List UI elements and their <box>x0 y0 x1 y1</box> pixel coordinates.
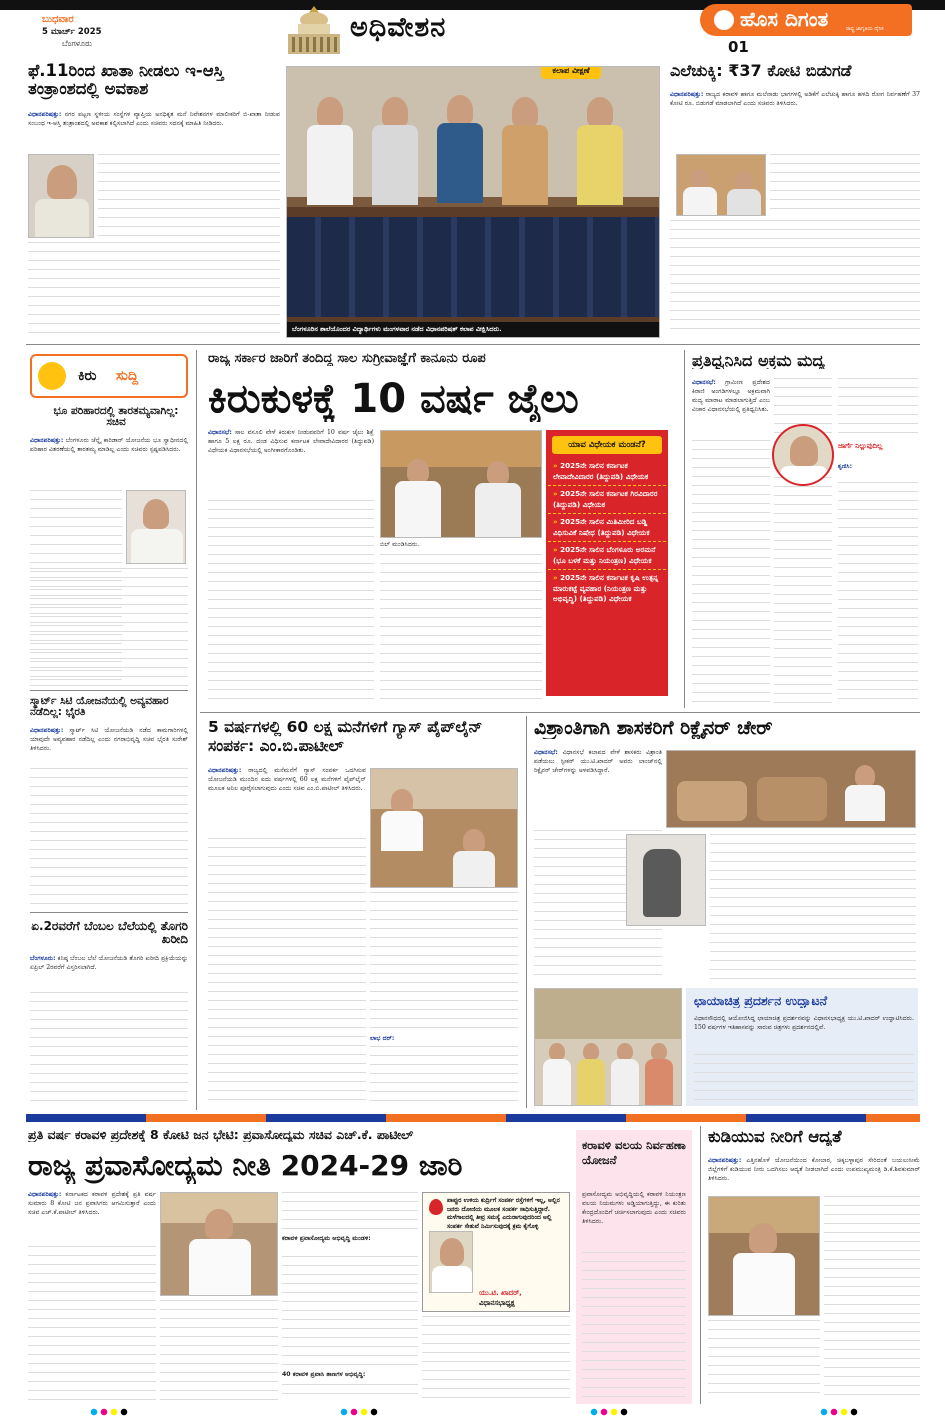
story-akrama-madya <box>690 350 920 708</box>
quote-by: ಕೃಣಿಸಿ: <box>838 463 853 470</box>
byline: ವಿಧಾನಸಭೆ: <box>692 379 716 386</box>
lead-text: ರಾಜ್ಯದಲ್ಲಿ ಮನೆಮನೆಗೆ ಗ್ಯಾಸ್ ಸಂಪರ್ಕ ಒದಗಿಸುವ ಯೋಜನೆಯಡಿ ಮುಂದಿನ ಐದು ವರ್ಷಗಳಲ್ಲಿ 60 ಲಕ್ಷ ಮನೆಗಳಿಗೆ ಪೈಪ್‌ಲೈನ್ ಮೂಲಕ ಅನಿಲ ಪೂರೈಸಲಾಗುವುದು ಎಂದು ಸಚಿವ ಎಂ.ಬಿ.ಪಾಟೀಲ್ ತಿಳಿಸಿದರು. <box>208 767 366 792</box>
bill-item: » 2025ನೇ ಸಾಲಿನ ಬೆಂಗಳೂರು ಅರಮನೆ (ಭೂ ಬಳಕೆ ಮತ್ತು ನಿಯಂತ್ರಣ) ವಿಧೇಯಕ <box>548 542 666 570</box>
sub-head: ಲಾಭ ದರ್: <box>370 1035 395 1042</box>
lead-text: ಎತ್ತಿನಹೊಳೆ ಯೋಜನೆಯಿಂದ ಕೋಲಾರ, ಚಿಕ್ಕಬಳ್ಳಾಪುರ ಸೇರಿದಂತೆ ಬಯಲುಸೀಮೆ ಜಿಲ್ಲೆಗಳಿಗೆ ಕುಡಿಯುವ ನೀರು ಒದಗಿಸಲು ಆದ್ಯತೆ ನೀಡಲಾಗಿದೆ ಎಂದು ಉಪಮುಖ್ಯಮಂತ್ರಿ ಡಿ.ಕೆ.ಶಿವಕುಮಾರ್ ತಿಳಿಸಿದರು. <box>708 1157 920 1182</box>
print-registration-marks <box>820 1408 860 1416</box>
brand-a: ಕಿರು <box>78 368 97 384</box>
story-coastal-zone <box>576 1130 692 1404</box>
recliner-chair-photo <box>626 834 706 926</box>
headline: ಛಾಯಾಚಿತ್ರ ಪ್ರದರ್ಶನ ಉದ್ಘಾಟನೆ <box>694 994 828 1008</box>
byline: ವಿಧಾನಪರಿಷತ್ತು: <box>670 91 704 98</box>
lead-text: ಗ್ರಾಮೀಣ ಪ್ರದೇಶದ ಕಿರಾಣಿ ಅಂಗಡಿಗಳಲ್ಲೂ ಅಕ್ರಮವಾಗಿ ಮದ್ಯ ಮಾರಾಟ ಮಾಡಲಾಗುತ್ತಿದೆ ಎಂಬ ವಿಚಾರ ವಿಧಾನಸಭೆಯಲ್ಲಿ ಪ್ರತಿಧ್ವನಿಸಿತು. <box>692 379 770 413</box>
day-label: ಬುಧವಾರ <box>42 14 74 25</box>
story-elechukki <box>670 62 920 340</box>
kiru-headline-1: ಭೂ ಪರಿಹಾರದಲ್ಲಿ ತಾರತಮ್ಯವಾಗಿಲ್ಲ: ಸಚಿವ <box>53 406 179 429</box>
speaker-role: ವಿಧಾನಸಭಾಧ್ಯಕ್ಷ <box>479 1299 515 1307</box>
assembly-photo <box>676 154 766 216</box>
headline: ಕುಡಿಯುವ ನೀರಿಗೆ ಆದ್ಯತೆ <box>708 1128 842 1146</box>
byline: ಬೆಂಗಳೂರು: <box>30 955 56 962</box>
headline: ವಿಶ್ರಾಂತಿಗಾಗಿ ಶಾಸಕರಿಗೆ ರಿಕ್ಲೈನರ್ ಚೇರ್ <box>534 718 773 739</box>
lead-text: ಕನಿಷ್ಠ ಬೆಂಬಲ ಬೆಲೆ ಯೋಜನೆಯಡಿ ತೊಗರಿ ಖರೀದಿ ಪ್ರಕ್ರಿಯೆಯನ್ನು ಏಪ್ರಿಲ್ 2ರವರೆಗೆ ವಿಸ್ತರಿಸಲಾಗಿದೆ. <box>30 955 188 971</box>
minister-photo <box>772 424 834 486</box>
masthead <box>0 0 945 58</box>
byline: ವಿಧಾನಪರಿಷತ್ತು: <box>708 1157 742 1164</box>
assembly-photo <box>380 430 542 538</box>
lead-text: ನಗರ ಪಟ್ಟಣ ಸ್ಥಳೀಯ ಸಂಸ್ಥೆಗಳ ವ್ಯಾಪ್ತಿಯ ಅನಧಿಕೃತ ಮನೆ ನಿವೇಶನಗಳ ಮಾಲೀಕರಿಗೆ ಬಿ-ಖಾತಾ ನೀಡುವ ಸಂಬಂಧ ಇ-ಆಸ್ತಿ ತಂತ್ರಾಂಶದಲ್ಲಿ ಅವಕಾಶ ಕಲ್ಪಿಸಲಾಗಿದೆ ಎಂದು ಸಚಿವರು ಸದನಕ್ಕೆ ಮಾಹಿತಿ ನೀಡಿದರು. <box>28 111 280 127</box>
print-registration-marks <box>90 1408 130 1416</box>
photo-caption: ಬೆಂಗಳೂರಿನ ಶಾಲೆಯೊಂದರ ವಿದ್ಯಾರ್ಥಿಗಳು ಮಂಗಳವಾರ ನಡೆದ ವಿಧಾನಪರಿಷತ್ ಕಲಾಪ ವೀಕ್ಷಿಸಿದರು. <box>287 322 660 337</box>
brand-b: ಸುದ್ದಿ <box>116 368 139 384</box>
print-registration-marks <box>590 1408 630 1416</box>
byline: ವಿಧಾನಪರಿಷತ್ತು: <box>30 727 64 734</box>
vidhana-soudha-icon <box>284 2 344 54</box>
lead-text: ಸ್ಮಾರ್ಟ್ ಸಿಟಿ ಯೋಜನೆಯಡಿ ನಡೆದ ಕಾಮಗಾರಿಗಳಲ್ಲಿ ಯಾವುದೇ ಅವ್ಯವಹಾರ ನಡೆದಿಲ್ಲ ಎಂದು ನಗರಾಭಿವೃದ್ಧಿ ಸಚಿವ ಭೈರತಿ ಸುರೇಶ್ ತಿಳಿಸಿದರು. <box>30 727 188 752</box>
date-block <box>42 14 142 54</box>
minister-photo <box>160 1192 278 1296</box>
photo-kalapa-vikshane <box>286 66 660 338</box>
byline: ವಿಧಾನಪರಿಷತ್ತು: <box>30 437 64 444</box>
story-e-aasthi <box>28 62 280 342</box>
bill-item: » 2025ನೇ ಸಾಲಿನ ಕರ್ನಾಟಕ ಕೃಷಿ ಉತ್ಪನ್ನ ಮಾರುಕಟ್ಟೆ ವ್ಯವಹಾರ (ನಿಯಂತ್ರಣ ಮತ್ತು ಅಭಿವೃದ್ಧಿ) (ತಿದ್ದುಪಡಿ) ವಿಧೇಯಕ <box>553 573 659 603</box>
kiru-suddi-column <box>26 350 192 1110</box>
kicker: ಪ್ರತಿ ವರ್ಷ ಕರಾವಳಿ ಪ್ರದೇಶಕ್ಕೆ 8 ಕೋಟಿ ಜನ ಭೇಟಿ: ಪ್ರವಾಸೋದ್ಯಮ ಸಚಿವ ಎಚ್.ಕೆ. ಪಾಟೀಲ್ <box>28 1128 414 1142</box>
headline: ಕಿರುಕುಳಕ್ಕೆ 10 ವರ್ಷ ಜೈಲು <box>208 376 579 422</box>
lead-text: ರಾಜ್ಯದ ಕರಾವಳಿ ಹಾಗೂ ಮಲೆನಾಡು ಭಾಗಗಳಲ್ಲಿ ಅಡಿಕೆಗೆ ಎಲೆಚುಕ್ಕಿ ಹಾಗೂ ಹಳದಿ ರೋಗ ನಿರ್ವಹಣೆಗೆ 37 ಕೋಟಿ ರೂ. ಬಿಡುಗಡೆ ಮಾಡಲಾಗಿದೆ ಎಂದು ಸಚಿವರು ತಿಳಿಸಿದರು. <box>670 91 920 107</box>
section-title: ಅಧಿವೇಶನ <box>350 12 447 43</box>
section-divider <box>26 1114 920 1122</box>
minister-photo <box>28 154 94 238</box>
byline: ವಿಧಾನಪರಿಷತ್ತು: <box>28 1191 62 1198</box>
story-photo-exhibition <box>530 986 920 1108</box>
date-label: 5 ಮಾರ್ಚ್ 2025 <box>42 27 102 37</box>
kiru-headline-3: ಏ.2ರವರೆಗೆ ಬೆಂಬಲ ಬೆಲೆಯಲ್ಲಿ ತೊಗರಿ ಖರೀದಿ <box>31 920 188 946</box>
story-drinking-water <box>706 1126 920 1404</box>
lead-text: ಕರ್ನಾಟಕದ ಕರಾವಳಿ ಪ್ರದೇಶಕ್ಕೆ ಪ್ರತಿ ವರ್ಷ ಸುಮಾರು 8 ಕೋಟಿ ಜನ ಪ್ರವಾಸಿಗರು ಆಗಮಿಸುತ್ತಾರೆ ಎಂದು ಸಚಿವ ಎಚ್.ಕೆ.ಪಾಟೀಲ್ ತಿಳಿಸಿದರು. <box>28 1191 156 1216</box>
headline: ಪ್ರತಿಧ್ವನಿಸಿದ ಅಕ್ರಮ ಮದ್ಯ <box>692 352 825 370</box>
speaker-name: ಯು.ಟಿ. ಖಾದರ್, <box>479 1289 522 1297</box>
quote-text: ಪಾಪ್ಪುರ ಉಳಿಯ ಕುರ್ದ್ರಿಗೆ ಸಂಪರ್ಕ ರಸ್ತೆಗಳಿಗೆ ಇಲ್ಲ, ಅಲ್ಲಿನ ಜನರು ದೋಣಿಯ ಮೂಲಕ ಸಂಪರ್ಕ ಸಾಧಿಸುತ್ತಿದ್ದಾರೆ. ಮಳೆಗಾಲದಲ್ಲಿ ತೀವ್ರ ಸಮಸ್ಯೆ ಎದುರಾಗುವುದರಿಂದ ಅಲ್ಲಿ ಸಂಪರ್ಕ ಸೇತುವೆ ನಿರ್ಮಿಸುವುದಕ್ಕೆ ಕ್ರಮ ಕೈಗೊಳ್ಳಿ <box>447 1197 560 1230</box>
sun-logo-icon <box>714 10 734 30</box>
story-gas-pipeline <box>202 716 522 1108</box>
sub-head-1: ಕರಾವಳಿ ಪ್ರವಾಸೋದ್ಯಮ ಅಭಿವೃದ್ಧಿ ಮಂಡಳಿ: <box>282 1235 371 1242</box>
brand-name: ಹೊಸ ದಿಗಂತ <box>740 7 829 31</box>
speaker-photo <box>429 1231 473 1293</box>
story-tourism-policy <box>26 1126 574 1404</box>
page-number: 01 <box>728 38 749 56</box>
kiru-suddi-banner <box>30 354 188 398</box>
megaphone-icon <box>38 362 66 390</box>
headline: ರಾಜ್ಯ ಪ್ರವಾಸೋದ್ಯಮ ನೀತಿ 2024-29 ಜಾರಿ <box>28 1149 463 1182</box>
lead-text: ಪ್ರವಾಸೋದ್ಯಮ ಅಭಿವೃದ್ಧಿಯಲ್ಲಿ ಕರಾವಳಿ ನಿಯಂತ್ರಣ ವಲಯ ನಿಯಮಗಳು ಅಡ್ಡಿಯಾಗುತ್ತಿದ್ದು, ಈ ಕುರಿತು ಕೇಂದ್ರದೊಂದಿಗೆ ಚರ್ಚಿಸಲಾಗುವುದು ಎಂದು ಸಚಿವರು ತಿಳಿಸಿದರು. <box>582 1191 686 1225</box>
bill-item: » 2025ನೇ ಸಾಲಿನ ಕರ್ನಾಟಕ ಲೇವಾದೇವಿದಾರರ (ತಿದ್ದುಪಡಿ) ವಿಧೇಯಕ <box>548 458 666 486</box>
exhibition-panel <box>686 988 918 1106</box>
bill-list-box <box>546 430 668 696</box>
bill-item: » 2025ನೇ ಸಾಲಿನ ಕರ್ನಾಟಕ ಗಿರವಿದಾರರ (ತಿದ್ದುಪಡಿ) ವಿಧೇಯಕ <box>548 486 666 514</box>
dcm-photo <box>708 1196 820 1316</box>
sub-head-2: 40 ಕರಾವಳಿ ಪ್ರವಾಸಿ ತಾಣಗಳ ಅಭಿವೃದ್ಧಿ: <box>282 1371 366 1378</box>
byline: ವಿಧಾನಪರಿಷತ್ತು: <box>208 767 242 774</box>
city-label: ಬೆಂಗಳೂರು <box>62 39 92 48</box>
quote-label: ಜಾರ್ಗೆ ನಿಲ್ಲುವುದಿಲ್ಲ <box>838 442 883 450</box>
lead-text: ವಿಧಾನಸೌಧದಲ್ಲಿ ಆಯೋಜಿಸಿದ್ದ ಛಾಯಾಚಿತ್ರ ಪ್ರದರ್ಶನವನ್ನು ವಿಧಾನಸಭಾಧ್ಯಕ್ಷ ಯು.ಟಿ.ಖಾದರ್ ಉದ್ಘಾಟಿಸಿದರು. 150 ವರ್ಷಗಳ ಇತಿಹಾಸವನ್ನು ಸಾರುವ ಚಿತ್ರಗಳು ಪ್ರದರ್ಶನದಲ್ಲಿವೆ. <box>694 1015 914 1031</box>
brand-banner <box>700 4 912 36</box>
brand-tagline: ರಾಷ್ಟ್ರ ಜಾಗೃತಿಯ ದೈನಿಕ <box>846 26 884 32</box>
kiru-headline-2: ಸ್ಮಾರ್ಟ್ ಸಿಟಿ ಯೋಜನೆಯಲ್ಲಿ ಅವ್ಯವಹಾರ ನಡೆದಿಲ್ಲ: ಭೈರತಿ <box>30 696 169 719</box>
headline: 5 ವರ್ಷಗಳಲ್ಲಿ 60 ಲಕ್ಷ ಮನೆಗಳಿಗೆ ಗ್ಯಾಸ್ ಪೈಪ್‌ಲೈನ್ ಸಂಪರ್ಕ: ಎಂ.ಬಿ.ಪಾಟೀಲ್ <box>208 718 483 755</box>
kicker: ರಾಜ್ಯ ಸರ್ಕಾರ ಜಾರಿಗೆ ತಂದಿದ್ದ ಸಾಲ ಸುಗ್ರೀವಾಜ್ಞೆಗೆ ಕಾನೂನು ರೂಪ <box>208 352 486 366</box>
headline: ಕರಾವಳಿ ವಲಯ ನಿರ್ವಹಣಾ ಯೋಜನೆ <box>582 1138 686 1167</box>
story-recliner-chair <box>530 716 920 984</box>
photo-tag: ಕಲಾಪ ವೀಕ್ಷಣೆ <box>541 66 601 79</box>
byline: ವಿಧಾನಸಭೆ: <box>208 429 232 436</box>
khader-quote-box <box>422 1192 570 1312</box>
flame-icon <box>429 1199 443 1215</box>
lead-text: ಸಾಲ ವಸೂಲಿ ವೇಳೆ ಕಿರುಕುಳ ನೀಡುವವರಿಗೆ 10 ವರ್ಷ ಜೈಲು ಶಿಕ್ಷೆ ಹಾಗೂ 5 ಲಕ್ಷ ರೂ. ದಂಡ ವಿಧಿಸುವ ಕರ್ನಾಟಕ ಲೇವಾದೇವಿದಾರರ (ತಿದ್ದುಪಡಿ) ವಿಧೇಯಕ ವಿಧಾನಸಭೆಯಲ್ಲಿ ಅಂಗೀಕಾರಗೊಂಡಿತು. <box>208 429 374 454</box>
exhibition-photo <box>534 988 682 1106</box>
minister-photo <box>126 490 186 564</box>
lead-text: ವಿಧಾನಸಭೆ ಕಲಾಪದ ವೇಳೆ ಶಾಸಕರು ವಿಶ್ರಾಂತಿ ಪಡೆಯಲು ಸ್ಪೀಕರ್ ಯು.ಟಿ.ಖಾದರ್ ಅವರು ಲಾಂಜ್‌ನಲ್ಲಿ ರಿಕ್ಲೈನರ್ ಚೇರ್‌ಗಳನ್ನು ಅಳವಡಿಸಿದ್ದಾರೆ. <box>534 749 662 774</box>
lounge-photo <box>666 750 916 828</box>
photo-caption: ಬಿಲ್ ಮಂಡಿಸಿದರು. <box>380 541 420 548</box>
byline: ವಿಧಾನಪರಿಷತ್ತು: <box>28 111 62 118</box>
bill-box-title: ಯಾವ ವಿಧೇಯಕ ಮಂಡನೆ? <box>552 436 662 454</box>
bill-item: » 2025ನೇ ಸಾಲಿನ ಮಿತಿಮೀರಿದ ಬಡ್ಡಿ ವಿಧಿಸುವಿಕೆ ನಿಷೇಧ (ತಿದ್ದುಪಡಿ) ವಿಧೇಯಕ <box>548 514 666 542</box>
lead-text: ಬೆಂಗಳೂರು ಚೆನ್ನೈ ಕಾರಿಡಾರ್ ಯೋಜನೆಯ ಭೂ ಸ್ವಾಧೀನದಲ್ಲಿ ಪರಿಹಾರ ವಿತರಣೆಯಲ್ಲಿ ತಾರತಮ್ಯ ಮಾಡಿಲ್ಲ ಎಂದು ಸಚಿವರು ಸ್ಪಷ್ಟಪಡಿಸಿದರು. <box>30 437 188 453</box>
headline: ಫೆ.11ರಿಂದ ಖಾತಾ ನೀಡಲು ಇ-ಆಸ್ತಿ ತಂತ್ರಾಂಶದಲ್ಲಿ ಅವಕಾಶ <box>28 62 224 98</box>
headline: ಎಲೆಚುಕ್ಕಿ: ₹37 ಕೋಟಿ ಬಿಡುಗಡೆ <box>670 62 852 80</box>
print-registration-marks <box>340 1408 380 1416</box>
byline: ವಿಧಾನಸಭೆ: <box>534 749 558 756</box>
assembly-photo <box>370 768 518 888</box>
